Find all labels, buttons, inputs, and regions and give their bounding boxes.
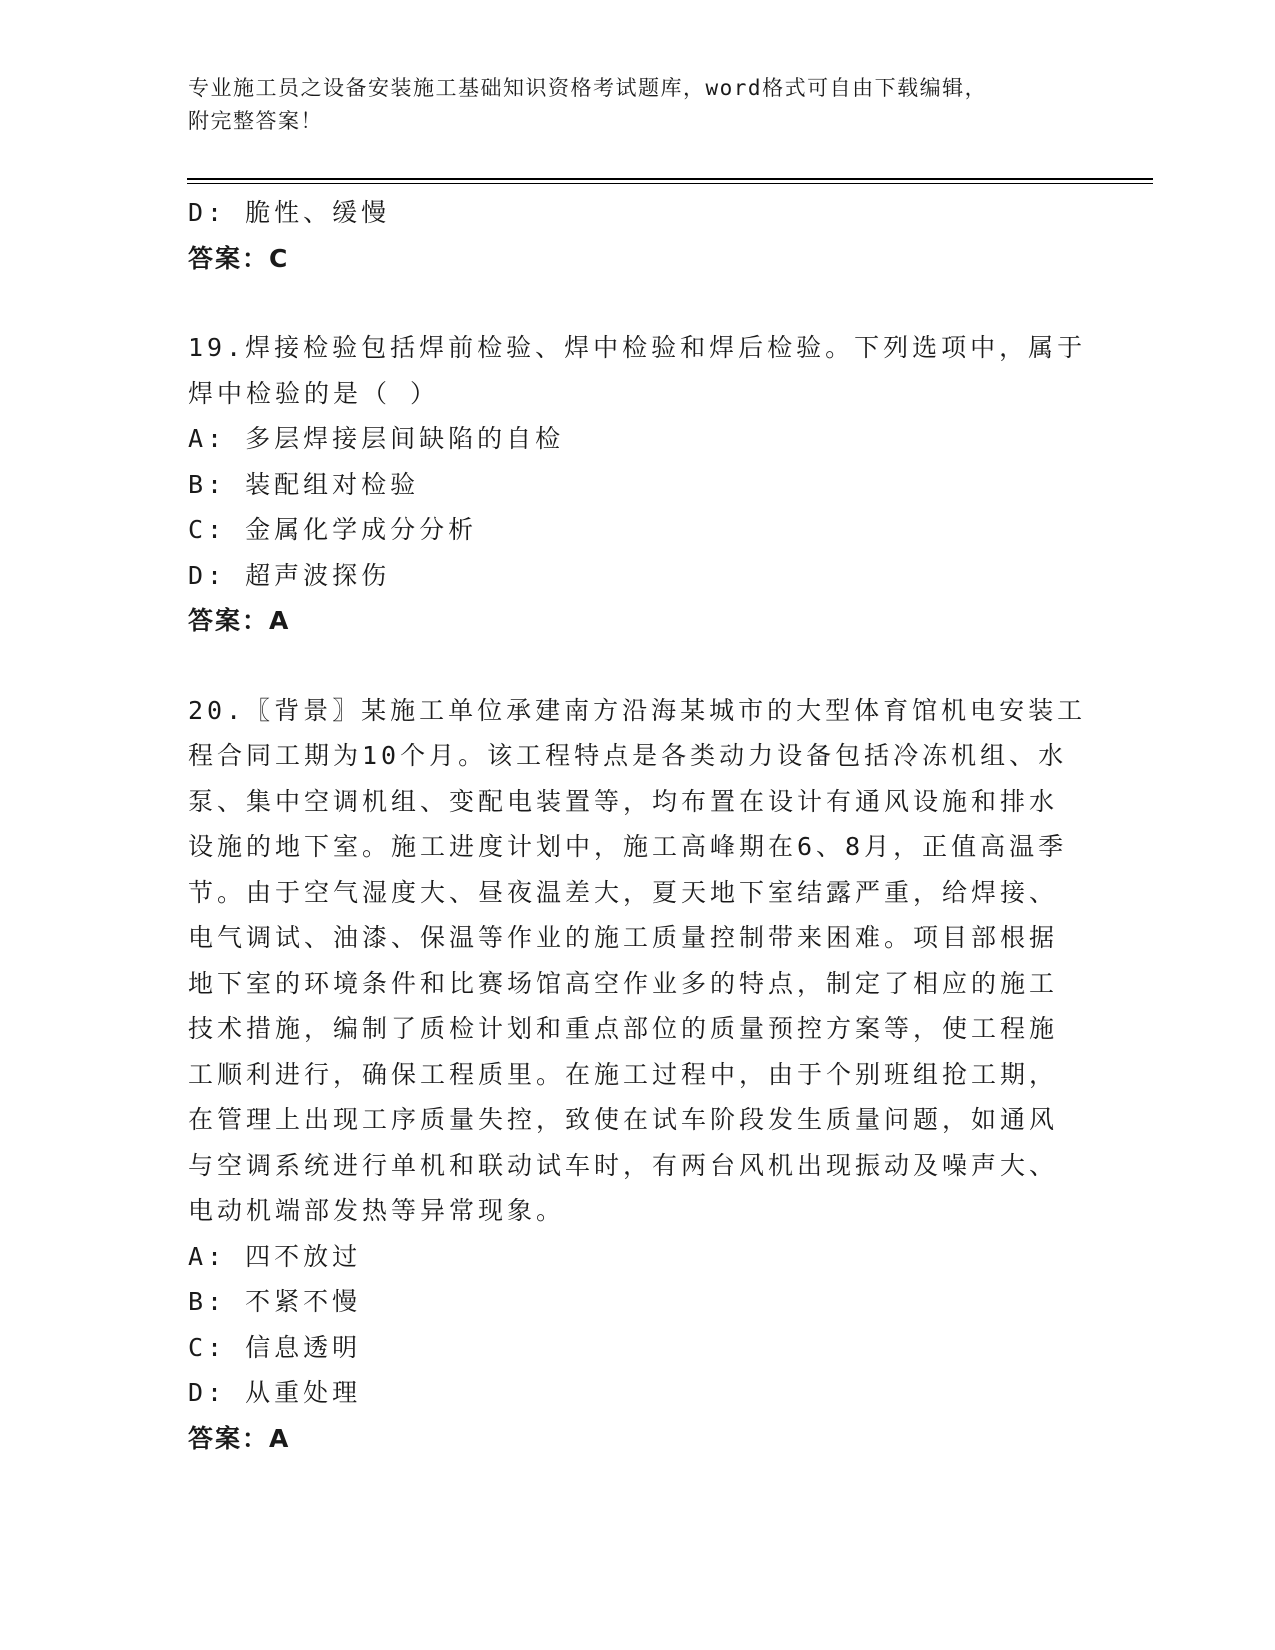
q20-stem-line: 泵、集中空调机组、变配电装置等，均布置在设计有通风设施和排水 [188,786,1059,816]
document-header [188,72,1088,138]
q20-stem-line: 地下室的环境条件和比赛场馆高空作业多的特点，制定了相应的施工 [188,968,1059,998]
q20-stem-line: 20.〖背景〗某施工单位承建南方沿海某城市的大型体育馆机电安装工 [188,695,1087,725]
q20-option-d: D: 从重处理 [188,1378,362,1407]
q20-answer: 答案：A [188,1423,291,1453]
q19-answer: 答案：A [188,606,291,635]
header-line-1: 专业施工员之设备安装施工基础知识资格考试题库，word格式可自由下载编辑， [188,76,988,100]
q20-option-b: B: 不紧不慢 [188,1287,362,1316]
spacer [188,281,1078,325]
q19-option-d: D: 超声波探伤 [188,560,391,590]
header-line-2: 附完整答案！ [188,109,323,133]
header-divider-thin [187,183,1153,184]
q20-stem-line: 节。由于空气湿度大、昼夜温差大，夏天地下室结露严重，给焊接、 [188,877,1059,907]
question-content [188,190,1087,1461]
q20-stem-line: 与空调系统进行单机和联动试车时，有两台风机出现振动及噪声大、 [188,1150,1059,1180]
q19-option-a: A: 多层焊接层间缺陷的自检 [188,424,565,453]
q19-stem-line-1: 19.焊接检验包括焊前检验、焊中检验和焊后检验。下列选项中，属于 [188,333,1087,362]
question-20 [188,688,1087,1462]
question-19 [188,325,1087,644]
q20-option-a: A: 四不放过 [188,1241,362,1271]
prev-option-d: D: 脆性、缓慢 [188,198,391,227]
spacer [188,644,1078,688]
prev-answer: 答案：C [188,243,290,273]
q20-stem-line: 技术措施，编制了质检计划和重点部位的质量预控方案等，使工程施 [188,1014,1059,1043]
q20-stem-line: 在管理上出现工序质量失控，致使在试车阶段发生质量问题，如通风 [188,1105,1059,1134]
q20-option-c: C: 信息透明 [188,1332,362,1362]
header-divider-thick [187,178,1153,180]
q20-stem-line: 电气调试、油漆、保温等作业的施工质量控制带来困难。项目部根据 [188,923,1059,952]
q20-stem-line: 设施的地下室。施工进度计划中，施工高峰期在6、8月，正值高温季 [188,832,1068,861]
q20-stem-line: 工顺利进行，确保工程质里。在施工过程中，由于个别班组抢工期， [188,1059,1059,1089]
q20-stem-line: 程合同工期为10个月。该工程特点是各类动力设备包括冷冻机组、水 [188,741,1068,770]
q19-stem-line-2: 焊中检验的是（ ） [188,378,440,408]
q19-option-c: C: 金属化学成分分析 [188,515,478,544]
q20-stem-line: 电动机端部发热等异常现象。 [188,1196,566,1225]
q19-option-b: B: 装配组对检验 [188,469,420,499]
